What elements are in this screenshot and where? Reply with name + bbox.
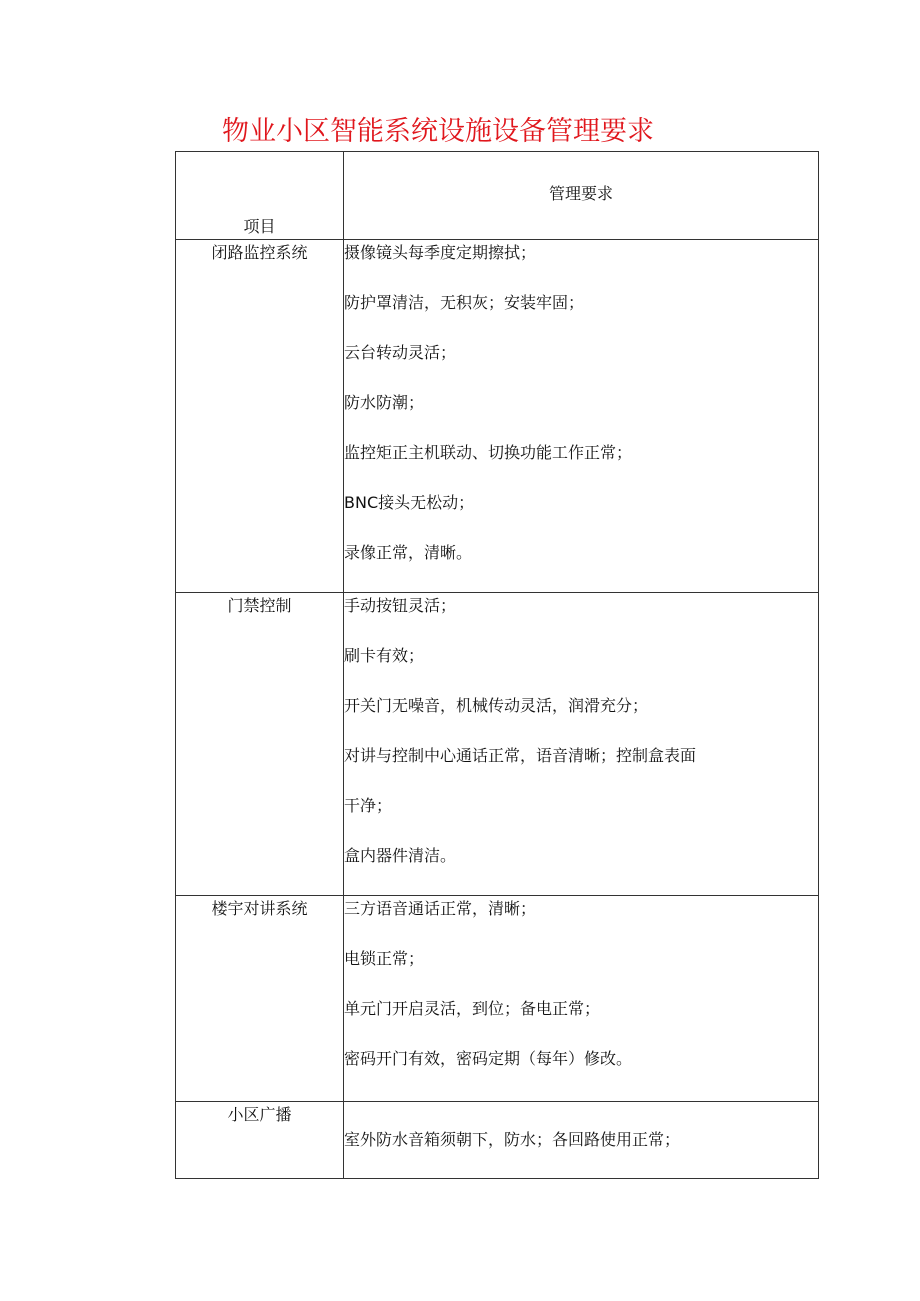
requirement-line: 室外防水音箱须朝下，防水；各回路使用正常；	[344, 1130, 681, 1149]
requirement-line: 云台转动灵活；	[344, 343, 457, 362]
requirement-line: 手动按钮灵活；	[344, 596, 457, 615]
table-row	[176, 593, 819, 896]
requirement-line: 单元门开启灵活，到位；备电正常；	[344, 999, 601, 1018]
requirement-line: 干净；	[344, 796, 393, 815]
header-requirement-label: 管理要求	[548, 184, 613, 203]
requirement-line: 监控矩正主机联动、切换功能工作正常；	[344, 443, 633, 462]
requirement-cell	[344, 896, 819, 1102]
requirement-cell	[344, 240, 819, 593]
document-title: 物业小区智能系统设施设备管理要求	[222, 116, 654, 147]
requirement-line: 防水防潮；	[344, 393, 425, 412]
requirements-table	[175, 151, 819, 1179]
requirement-line: 防护罩清洁，无积灰；安装牢固；	[344, 293, 585, 312]
requirement-line: 盒内器件清洁。	[344, 846, 457, 865]
requirement-line: 电锁正常；	[344, 949, 425, 968]
requirement-line: 三方语音通话正常，清晰；	[344, 899, 537, 918]
requirement-cell	[344, 593, 819, 896]
requirement-line: BNC接头无松动；	[344, 493, 475, 512]
header-item-label: 项目	[243, 217, 276, 236]
requirement-line: 摄像镜头每季度定期擦拭；	[344, 243, 537, 262]
requirement-line: 刷卡有效；	[344, 646, 425, 665]
requirement-line: 开关门无噪音，机械传动灵活，润滑充分；	[344, 696, 649, 715]
header-item-cell	[176, 152, 344, 240]
table-row	[176, 1102, 819, 1179]
item-cell: 小区广播	[176, 1102, 344, 1179]
requirement-cell	[344, 1102, 819, 1179]
item-cell: 楼宇对讲系统	[176, 896, 344, 1102]
requirement-line: 密码开门有效，密码定期（每年）修改。	[344, 1049, 633, 1068]
table-header-row	[176, 152, 819, 240]
requirement-line: 录像正常，清晰。	[344, 543, 473, 562]
table-row	[176, 240, 819, 593]
item-cell: 门禁控制	[176, 593, 344, 896]
item-cell: 闭路监控系统	[176, 240, 344, 593]
requirement-line: 对讲与控制中心通话正常，语音清晰；控制盒表面	[344, 746, 697, 765]
header-requirement-cell	[344, 152, 819, 240]
table-row	[176, 896, 819, 1102]
